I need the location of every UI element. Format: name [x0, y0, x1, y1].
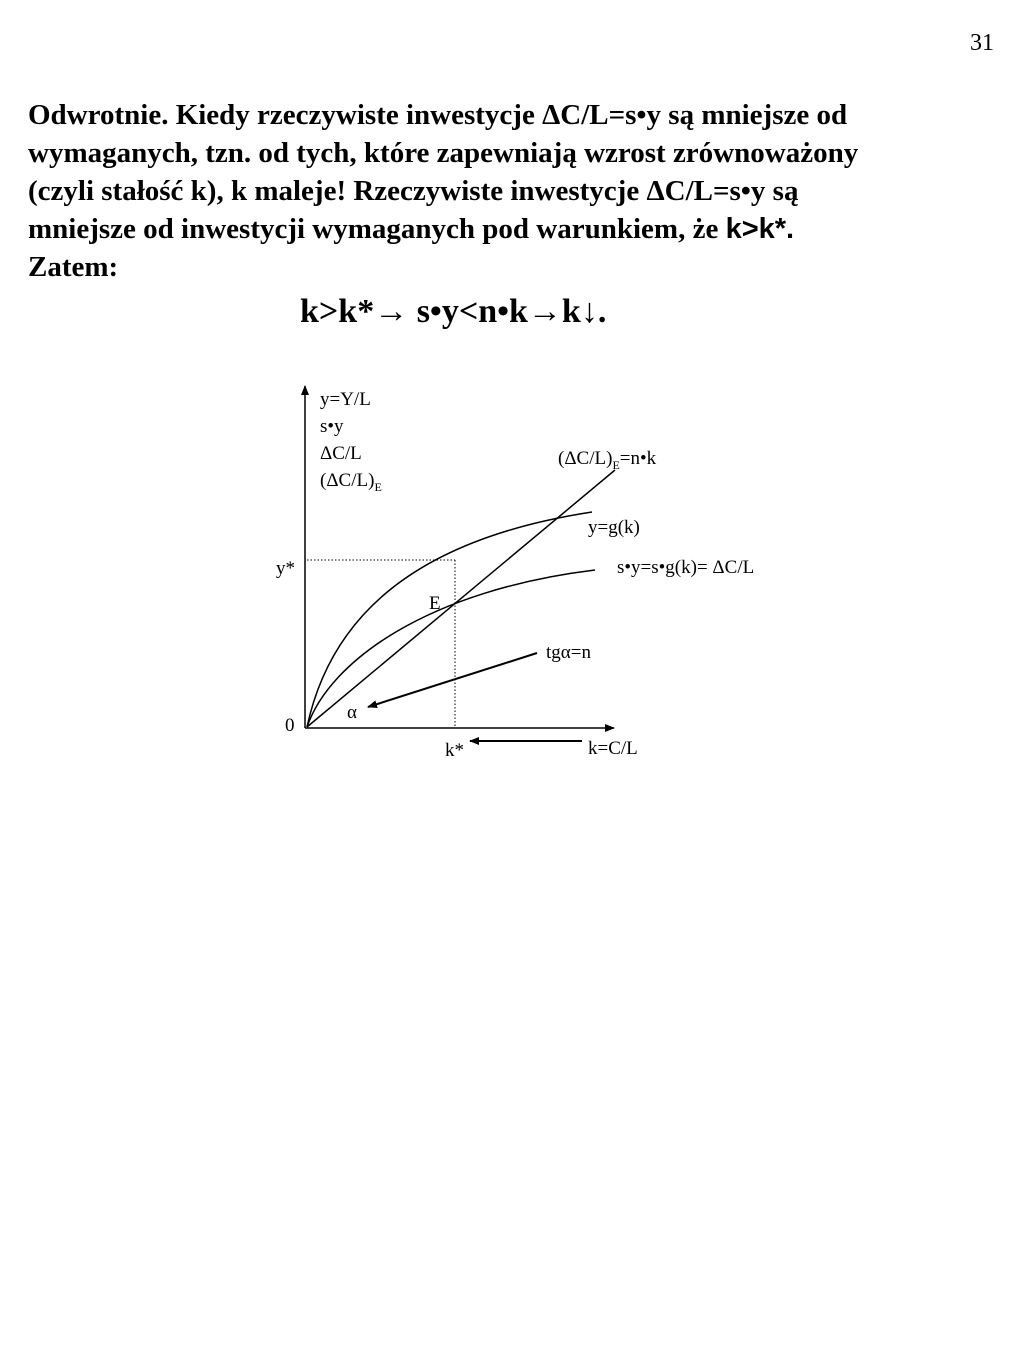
paragraph-line-1: Odwrotnie. Kiedy rzeczywiste inwestycje ΔC/L=s•y są mniejsze od — [28, 99, 848, 131]
savings-curve-label: s•y=s•g(k)= ΔC/L — [617, 557, 755, 578]
paragraph-line-2: wymaganych, tzn. od tych, które zapewniają wzrost zrównoważony — [28, 137, 859, 169]
production-curve — [307, 512, 592, 727]
y-axis-label-savings: s•y — [320, 416, 344, 437]
required-investment-line — [307, 470, 615, 727]
page-number: 31 — [970, 30, 994, 56]
origin-label: 0 — [285, 715, 295, 736]
y-axis-label-required-investment: $(\Delta C/L)_E$ — [320, 470, 382, 494]
paragraph-line-4-text: mniejsze od inwestycji wymaganych pod warunkiem, że — [28, 213, 726, 245]
k-star-label: k* — [445, 740, 464, 761]
required-investment-label: $(\Delta C/L)_E=n•k$ — [558, 448, 657, 472]
steady-state-condition: k>k*. — [725, 213, 795, 245]
tangent-arrow — [368, 653, 537, 707]
x-axis-label: k=C/L — [588, 738, 638, 759]
production-curve-label: y=g(k) — [588, 517, 640, 538]
paragraph-line-3: (czyli stałość k), k maleje! Rzeczywiste inwestycje ΔC/L=s•y są — [28, 175, 799, 207]
equilibrium-label: E — [429, 593, 441, 614]
paragraph-line-5: Zatem: — [28, 251, 119, 283]
formula: k>k*→ s•y<n•k→k↓. — [300, 293, 607, 330]
y-axis-label-investment: ΔC/L — [320, 443, 362, 464]
tangent-label: tgα=n — [546, 642, 591, 663]
y-axis-label-output: y=Y/L — [320, 389, 371, 410]
y-star-label: y* — [276, 558, 295, 579]
angle-label: α — [347, 702, 357, 723]
